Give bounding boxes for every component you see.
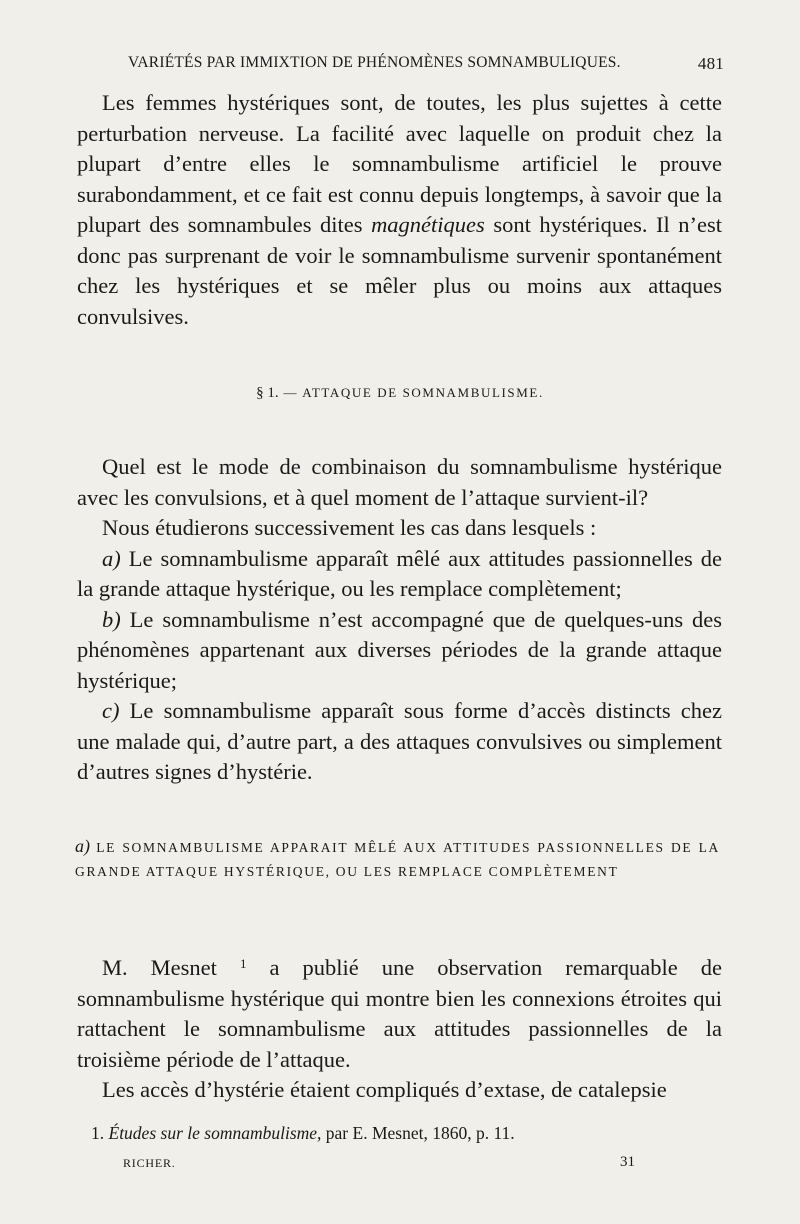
footnote [91, 1123, 515, 1144]
page-number: 481 [697, 54, 724, 73]
section-heading [0, 385, 800, 402]
item-text: Le somnambulisme n’est accompagné que de quelques-uns des phénomènes appartenant aux diverses périodes de la grande attaque hystérique; [77, 606, 722, 693]
item-text: Le somnambulisme apparaît sous forme d’accès distincts chez une malade qui, d’autre part, a des attaques convulsives ou simplement d’autres signes d’hystérie. [77, 698, 722, 784]
list-item-b [77, 605, 722, 697]
section-body [77, 452, 722, 788]
signature-mark-author: RICHER. [123, 1156, 176, 1170]
paragraph-text: a publié une observation remarquable de somnambulisme hystérique qui montre bien les connexions étroites qui rattachent le somnambulisme aux attitudes passionnelles de la troisième période de l’attaque. [77, 955, 722, 1072]
list-item-c [77, 696, 722, 788]
paragraph-intro [77, 88, 722, 332]
signature-mark-number: 31 [620, 1154, 635, 1170]
paragraph-question: Quel est le mode de combinaison du somnambulisme hystérique avec les convulsions, et à quel moment de l’attaque survient-il? [77, 454, 722, 510]
paragraph-text: Les femmes hystériques sont, de toutes, les plus sujettes à cette perturbation nerveuse. La facilité avec laquelle on produit chez la plupart d’entre elles le somnambulisme artificiel le prouve surabondamment, et ce fait est connu depuis longtemps, à savoir que la plupart des somnambules dites [77, 90, 722, 237]
section-dash: — [278, 385, 303, 400]
footnote-text: par E. Mesnet, 1860, p. 11. [321, 1123, 515, 1143]
item-label: a) [102, 545, 121, 571]
footnote-title: Études sur le somnambulisme, [108, 1123, 322, 1143]
item-label: b) [102, 606, 121, 632]
paragraph-mesnet [77, 953, 722, 1075]
section-title: ATTAQUE DE SOMNAMBULISME. [302, 385, 544, 400]
subsection-label: a) [75, 836, 90, 856]
subsection-body [77, 953, 722, 1106]
subsection-title: LE SOMNAMBULISME APPARAIT MÊLÉ AUX ATTITUDES PASSIONNELLES DE LA GRANDE ATTAQUE HYSTÉRIQUE, OU LES REMPLACE COMPLÈTEMENT [75, 840, 720, 879]
list-item-a [77, 544, 722, 605]
paragraph-text: M. Mesnet [102, 955, 240, 980]
paragraph-acces: Les accès d’hystérie étaient compliqués d’extase, de catalepsie [102, 1077, 667, 1102]
footnote-number: 1. [91, 1123, 105, 1143]
paragraph-text: sont hystériques. Il n’est donc pas surprenant de voir le somnambulisme survenir spontanément chez les hystériques et se mêler plus ou moins aux attaques convulsives. [77, 212, 722, 329]
emphasis-text: magnétiques [371, 212, 485, 237]
running-title: VARIÉTÉS PAR IMMIXTION DE PHÉNOMÈNES SOMNAMBULIQUES. [128, 54, 621, 71]
paragraph-cases-intro: Nous étudierons successivement les cas dans lesquels : [102, 515, 597, 540]
footnote-ref: 1 [239, 956, 247, 971]
section-number: § 1. [256, 385, 279, 401]
item-label: c) [102, 698, 120, 723]
subsection-heading [75, 834, 720, 884]
item-text: Le somnambulisme apparaît mêlé aux attitudes passionnelles de la grande attaque hystérique, ou les remplace complètement; [77, 545, 722, 601]
